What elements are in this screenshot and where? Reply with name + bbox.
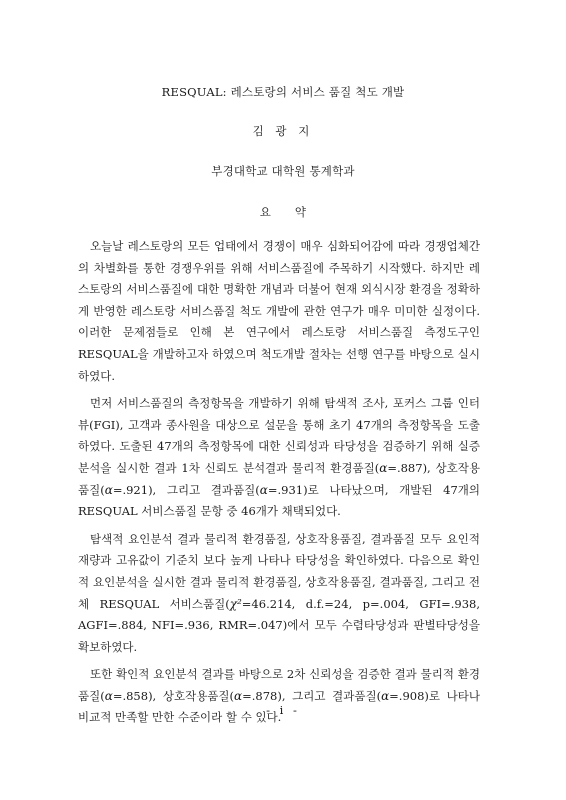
abstract-paragraph-4 (78, 664, 480, 729)
paragraph-2-text-a: 먼저 서비스품질의 측정항목을 개발하기 위해 탐색적 조사, 포커스 그룹 인터뷰(FGI), 고객과 종사원을 대상으로 설문을 통해 초기 47개의 측정항목을 도출하였다. 도출된 47개의 측정항목에 대한 신뢰성과 타당성을 검증하기 위해 실증분석을 실시한 결과 1차 신뢰도 분석결과 물리적 환경품질( (78, 396, 480, 475)
paragraph-4-text-b: =.858), 상호작용품질( (112, 688, 235, 703)
abstract-heading: 요 약 (259, 205, 307, 219)
chi-square-symbol: χ² (229, 596, 242, 611)
paper-title: RESQUAL: 레스토랑의 서비스 품질 척도 개발 (161, 85, 405, 99)
paragraph-3-text-a: 탐색적 요인분석 결과 물리적 환경품질, 상호작용품질, 결과품질 모두 요인적재량과 고유값이 기준치 보다 높게 나타나 타당성을 확인하였다. 다음으로 확인적 요인분석을 실시한 결과 물리적 환경품질, 상호작용품질, 결과품질, 그리고 전체 RESQUAL 서비스품질( (78, 531, 480, 611)
alpha-symbol: α (234, 688, 243, 703)
paragraph-4-text-a: 또한 확인적 요인분석 결과를 바탕으로 2차 신뢰성을 검증한 결과 물리적 환경품질( (78, 667, 480, 703)
alpha-symbol: α (259, 482, 268, 497)
page-number: - i - (266, 703, 300, 717)
abstract-paragraph-1: 오늘날 레스토랑의 모든 업태에서 경쟁이 매우 심화되어감에 따라 경쟁업체간의 차별화를 통한 경쟁우위를 위해 서비스품질에 주목하기 시작했다. 하지만 레스토랑의 서비스품질에 대한 명확한 개념과 더불어 현재 외식시장 환경을 정확하게 반영한 레스토랑 서비스품질 척도 개발에 관한 연구가 매우 미미한 실정이다. 이러한 문제점들로 인해 본 연구에서 레스토랑 서비스품질 측정도구인 RESQUAL을 개발하고자 하였으며 척도개발 절차는 선행 연구를 바탕으로 실시하였다. (78, 239, 480, 383)
paragraph-3-text-b: =46.214, d.f.=24, p=.004, GFI=.938, AGFI=.884, NFI=.936, RMR=.047)에서 모두 수렴타당성과 판별타당성을 확보하였다. (78, 596, 481, 654)
paragraph-2-text-d: =.931)로 나타났으며, 개발된 47개의 RESQUAL 서비스품질 문항 중 46개가 채택되었다. (78, 482, 480, 519)
alpha-symbol: α (104, 688, 113, 703)
alpha-symbol: α (381, 688, 390, 703)
author-affiliation: 부경대학교 대학원 통계학과 (211, 164, 355, 178)
abstract-paragraph-3 (78, 529, 480, 659)
paragraph-4-text-c: =.878), 그리고 결과품질( (242, 688, 382, 703)
abstract-paragraph-2 (78, 393, 480, 523)
abstract-body (78, 236, 480, 735)
paragraph-2-text-c: =.921), 그리고 결과품질( (112, 482, 260, 497)
author-name: 김 광 지 (252, 124, 314, 138)
alpha-symbol: α (379, 460, 388, 475)
paragraph-2-text-b: =.887), 상호작용품질( (78, 460, 480, 497)
alpha-symbol: α (104, 482, 113, 497)
paragraph-4-text-d: =.908)로 나타나 비교적 만족할 만한 수준이라 할 수 있다. (78, 688, 480, 725)
